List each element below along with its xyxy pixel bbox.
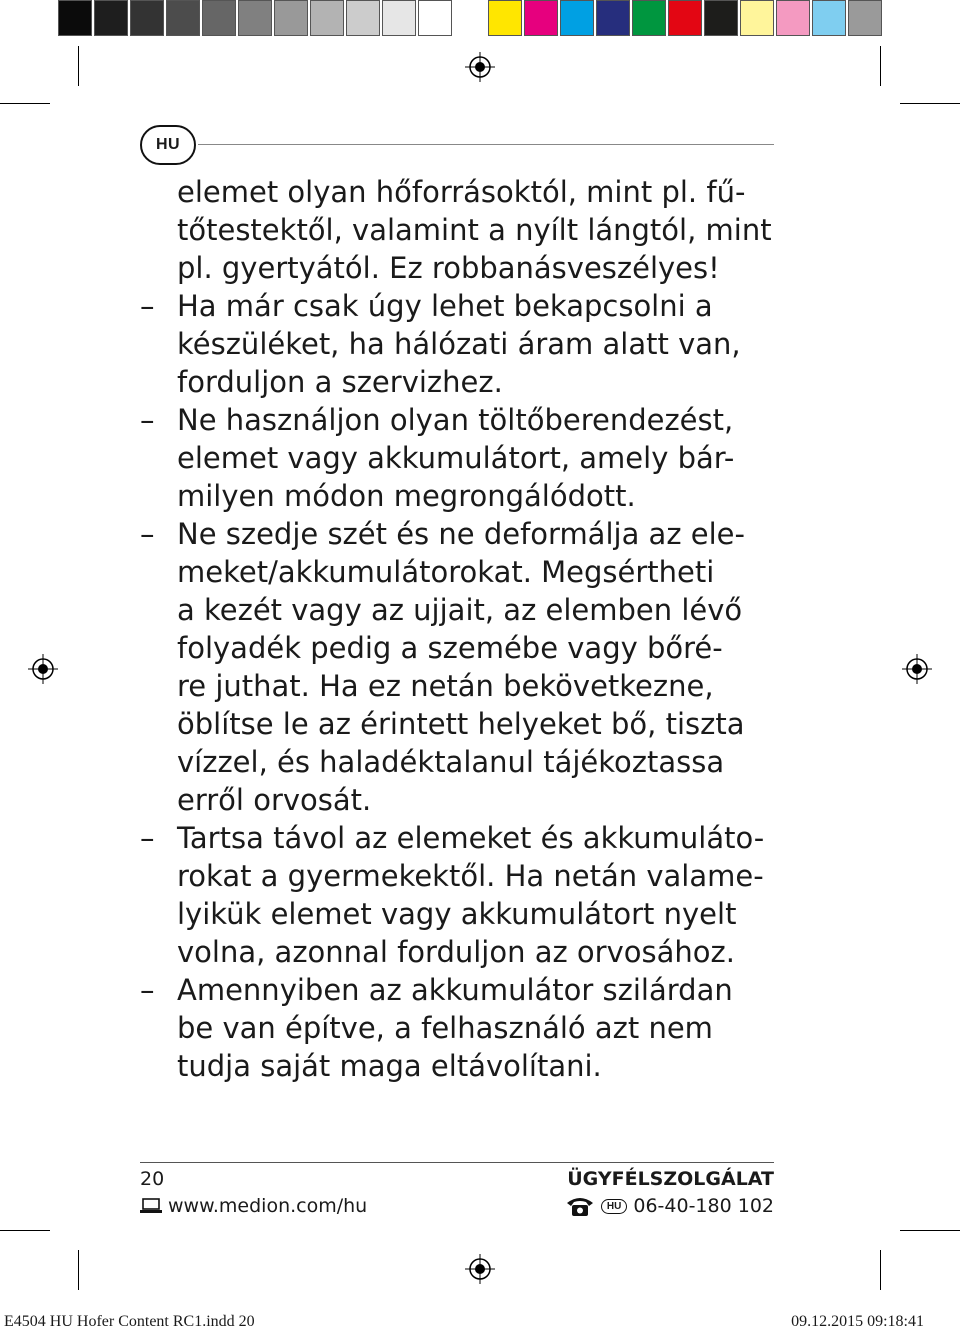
color-swatch — [740, 0, 774, 36]
line-text: be van építve, a felhasználó azt nem — [177, 1011, 713, 1045]
crop-mark — [900, 1230, 960, 1231]
dash-bullet: – — [140, 403, 155, 437]
color-swatch — [812, 0, 846, 36]
color-swatch — [632, 0, 666, 36]
line-text: volna, azonnal forduljon az orvosához. — [177, 935, 735, 969]
line-text: elemet vagy akkumulátort, amely bár- — [177, 441, 735, 475]
line-text: lyikük elemet vagy akkumulátort nyelt — [177, 897, 737, 931]
line-text: öblítse le az érintett helyeket bő, tiszta — [177, 707, 745, 741]
color-swatch — [418, 0, 452, 36]
line-text: folyadék pedig a szemébe vagy bőré- — [177, 631, 723, 665]
line-text: milyen módon megrongálódott. — [177, 479, 636, 513]
footer-rule — [140, 1162, 774, 1163]
registration-mark-icon — [28, 654, 58, 684]
text-line — [140, 173, 780, 211]
text-line — [140, 743, 780, 781]
crop-mark — [78, 46, 79, 86]
line-text: készüléket, ha hálózati áram alatt van, — [177, 327, 741, 361]
text-line — [140, 325, 780, 363]
registration-mark-icon — [902, 654, 932, 684]
text-line — [140, 667, 780, 705]
dash-bullet: – — [140, 973, 155, 1007]
line-text: meket/akkumulátorokat. Megsértheti — [177, 555, 715, 589]
phone-language-badge: HU — [601, 1199, 627, 1214]
line-text: rokat a gyermekektől. Ha netán valame- — [177, 859, 764, 893]
color-swatch — [524, 0, 558, 36]
text-line — [140, 1047, 780, 1085]
line-text: forduljon a szervizhez. — [177, 365, 503, 399]
color-swatch — [560, 0, 594, 36]
line-text: re juthat. Ha ez netán bekövetkezne, — [177, 669, 714, 703]
color-swatch — [776, 0, 810, 36]
color-swatch — [346, 0, 380, 36]
line-text: pl. gyertyától. Ez robbanásveszélyes! — [177, 251, 720, 285]
dash-bullet: – — [140, 517, 155, 551]
color-swatch — [704, 0, 738, 36]
line-text: elemet olyan hőforrásoktól, mint pl. fű- — [177, 175, 746, 209]
color-swatch — [130, 0, 164, 36]
phone-number[interactable]: 06-40-180 102 — [633, 1195, 774, 1217]
color-swatch — [668, 0, 702, 36]
line-text: Ne használjon olyan töltőberendezést, — [177, 403, 734, 437]
color-swatch — [596, 0, 630, 36]
color-swatch-bar — [488, 0, 884, 40]
text-line — [140, 477, 780, 515]
bullet-line — [140, 287, 780, 325]
text-line — [140, 895, 780, 933]
bullet-line — [140, 819, 780, 857]
text-line — [140, 249, 780, 287]
crop-mark — [78, 1250, 79, 1290]
line-text: erről orvosát. — [177, 783, 372, 817]
text-line — [140, 553, 780, 591]
color-swatch — [202, 0, 236, 36]
line-text: vízzel, és haladéktalanul tájékoztassa — [177, 745, 725, 779]
bullet-line — [140, 401, 780, 439]
line-text: Amennyiben az akkumulátor szilárdan — [177, 973, 733, 1007]
text-line — [140, 211, 780, 249]
slug-file: E4504 HU Hofer Content RC1.indd 20 — [4, 1313, 255, 1330]
language-badge: HU — [140, 125, 196, 165]
bullet-line — [140, 971, 780, 1009]
text-line — [140, 363, 780, 401]
registration-mark-icon — [465, 1254, 495, 1284]
dash-bullet: – — [140, 289, 155, 323]
dash-bullet: – — [140, 821, 155, 855]
line-text: tudja saját maga eltávolítani. — [177, 1049, 602, 1083]
color-swatch — [166, 0, 200, 36]
line-text: tőtestektől, valamint a nyílt lángtól, mint — [177, 213, 772, 247]
bullet-line — [140, 515, 780, 553]
crop-mark — [880, 1250, 881, 1290]
laptop-icon — [140, 1198, 162, 1214]
text-line — [140, 781, 780, 819]
text-line — [140, 705, 780, 743]
gray-swatch-bar — [58, 0, 454, 40]
line-text: Tartsa távol az elemeket és akkumuláto- — [177, 821, 765, 855]
color-swatch — [94, 0, 128, 36]
text-line — [140, 591, 780, 629]
page-number: 20 — [140, 1168, 165, 1190]
color-swatch — [58, 0, 92, 36]
crop-mark — [880, 46, 881, 86]
color-swatch — [238, 0, 272, 36]
slug-timestamp: 09.12.2015 09:18:41 — [791, 1313, 924, 1330]
website-url[interactable]: www.medion.com/hu — [168, 1195, 368, 1217]
phone-info — [565, 1195, 774, 1217]
color-swatch — [488, 0, 522, 36]
color-swatch — [274, 0, 308, 36]
text-line — [140, 933, 780, 971]
line-text: a kezét vagy az ujjait, az elemben lévő — [177, 593, 743, 627]
telephone-icon — [565, 1195, 595, 1217]
color-swatch — [848, 0, 882, 36]
website-info — [140, 1195, 367, 1217]
line-text: Ha már csak úgy lehet bekapcsolni a — [177, 289, 713, 323]
header-rule — [198, 144, 774, 145]
support-label: ÜGYFÉLSZOLGÁLAT — [567, 1168, 774, 1190]
color-swatch — [310, 0, 344, 36]
text-line — [140, 629, 780, 667]
text-line — [140, 1009, 780, 1047]
registration-mark-icon — [465, 52, 495, 82]
crop-mark — [0, 1230, 50, 1231]
body-text — [140, 173, 780, 1085]
line-text: Ne szedje szét és ne deformálja az ele- — [177, 517, 745, 551]
text-line — [140, 439, 780, 477]
crop-mark — [0, 103, 50, 104]
color-swatch — [382, 0, 416, 36]
text-line — [140, 857, 780, 895]
crop-mark — [900, 103, 960, 104]
